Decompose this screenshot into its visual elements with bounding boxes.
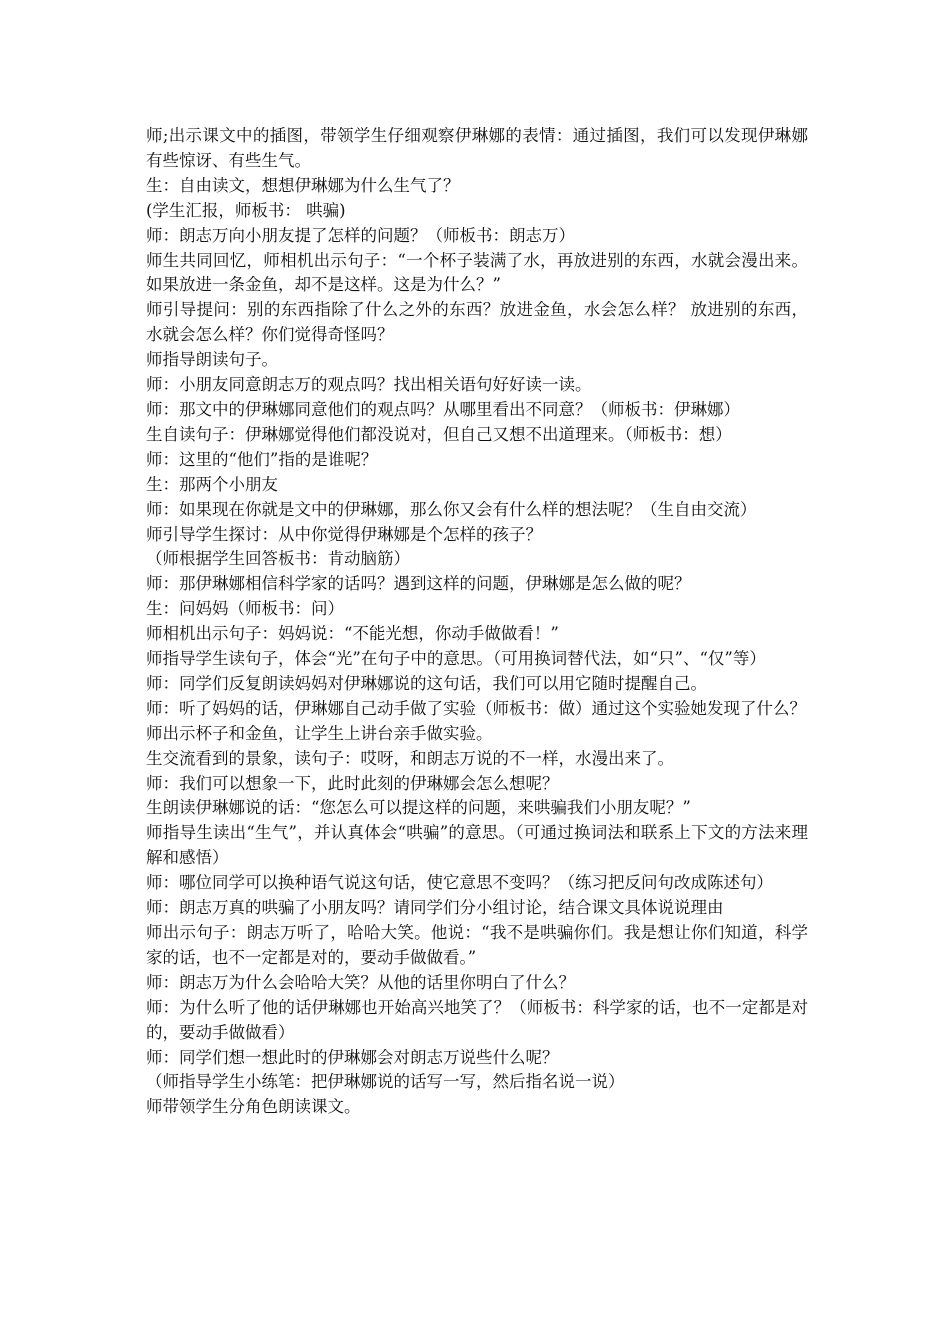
- paragraph: 师：同学们想一想此时的伊琳娜会对朗志万说些什么呢？: [146, 1047, 559, 1067]
- paragraph: 生自读句子：伊琳娜觉得他们都没说对，但自己又想不出道理来。（师板书：想）: [146, 424, 732, 444]
- paragraph: 师指导学生读句子，体会“光”在句子中的意思。（可用换词替代法，如“只”、“仅”等）: [146, 649, 766, 669]
- paragraph: 师引导学生探讨：从中你觉得伊琳娜是个怎样的孩子？: [146, 524, 542, 544]
- paragraph: 师相机出示句子：妈妈说：“不能光想，你动手做做看！”: [146, 624, 559, 644]
- paragraph: 师出示杯子和金鱼，让学生上讲台亲手做实验。: [146, 723, 493, 743]
- paragraph: （师根据学生回答板书：肯动脑筋）: [146, 549, 410, 569]
- paragraph: 师：同学们反复朗读妈妈对伊琳娜说的这句话，我们可以用它随时提醒自己。: [146, 673, 707, 693]
- paragraph: 师：听了妈妈的话，伊琳娜自己动手做了实验（师板书：做）通过这个实验她发现了什么？: [146, 698, 806, 718]
- paragraph: （师指导学生小练笔：把伊琳娜说的话写一写，然后指名说一说）: [146, 1072, 625, 1092]
- paragraph: 生：问妈妈（师板书：问）: [146, 599, 344, 619]
- paragraph: 师：这里的“他们”指的是谁呢？: [146, 449, 378, 469]
- paragraph: 师：我们可以想象一下，此时此刻的伊琳娜会怎么想呢？: [146, 773, 559, 793]
- document-body: [146, 124, 808, 1120]
- paragraph: 师;出示课文中的插图，带领学生仔细观察伊琳娜的表情：通过插图，我们可以发现伊琳娜有些惊讶、有些生气。: [146, 126, 808, 170]
- paragraph: 师生共同回忆，师相机出示句子：“一个杯子装满了水，再放进别的东西，水就会漫出来。如果放进一条金鱼，却不是这样。这是为什么？”: [146, 250, 808, 295]
- paragraph: 师出示句子：朗志万听了，哈哈大笑。他说：“我不是哄骗你们。我是想让你们知道，科学家的话，也不一定都是对的，要动手做做看。”: [146, 923, 808, 967]
- paragraph: 师指导生读出“生气”，并认真体会“哄骗”的意思。（可通过换词法和联系上下文的方法来理解和感悟）: [146, 823, 808, 868]
- paragraph: 生交流看到的景象，读句子：哎呀，和朗志万说的不一样，水漫出来了。: [146, 748, 674, 768]
- paragraph: 师：那文中的伊琳娜同意他们的观点吗？从哪里看出不同意？（师板书：伊琳娜）: [146, 399, 740, 419]
- paragraph: (学生汇报，师板书： 哄骗): [146, 200, 346, 220]
- paragraph: 师：朗志万真的哄骗了小朋友吗？请同学们分小组讨论，结合课文具体说说理由: [146, 898, 724, 918]
- paragraph: 师：哪位同学可以换种语气说这句话，使它意思不变吗？（练习把反问句改成陈述句）: [146, 873, 773, 893]
- paragraph: 师：小朋友同意朗志万的观点吗？找出相关语句好好读一读。: [146, 375, 592, 395]
- paragraph: 生：自由读文，想想伊琳娜为什么生气了？: [146, 175, 460, 195]
- paragraph: 师：如果现在你就是文中的伊琳娜，那么你又会有什么样的想法呢？（生自由交流）: [146, 499, 757, 519]
- paragraph: 师：为什么听了他的话伊琳娜也开始高兴地笑了？（师板书：科学家的话，也不一定都是对的，要动手做做看）: [146, 997, 808, 1042]
- paragraph: 师引导提问：别的东西指除了什么之外的东西？放进金鱼，水会怎么样？ 放进别的东西，水就会怎么样？你们觉得奇怪吗？: [146, 300, 808, 345]
- paragraph: 生：那两个小朋友: [146, 474, 278, 494]
- paragraph: 师：那伊琳娜相信科学家的话吗？遇到这样的问题，伊琳娜是怎么做的呢？: [146, 574, 691, 594]
- paragraph: 师指导朗读句子。: [146, 350, 278, 370]
- paragraph: 师：朗志万为什么会哈哈大笑？从他的话里你明白了什么？: [146, 972, 575, 992]
- paragraph: 师：朗志万向小朋友提了怎样的问题？（师板书：朗志万）: [146, 225, 575, 245]
- paragraph: 生朗读伊琳娜说的话：“您怎么可以提这样的问题，来哄骗我们小朋友呢？”: [146, 798, 691, 818]
- paragraph: 师带领学生分角色朗读课文。: [146, 1097, 361, 1117]
